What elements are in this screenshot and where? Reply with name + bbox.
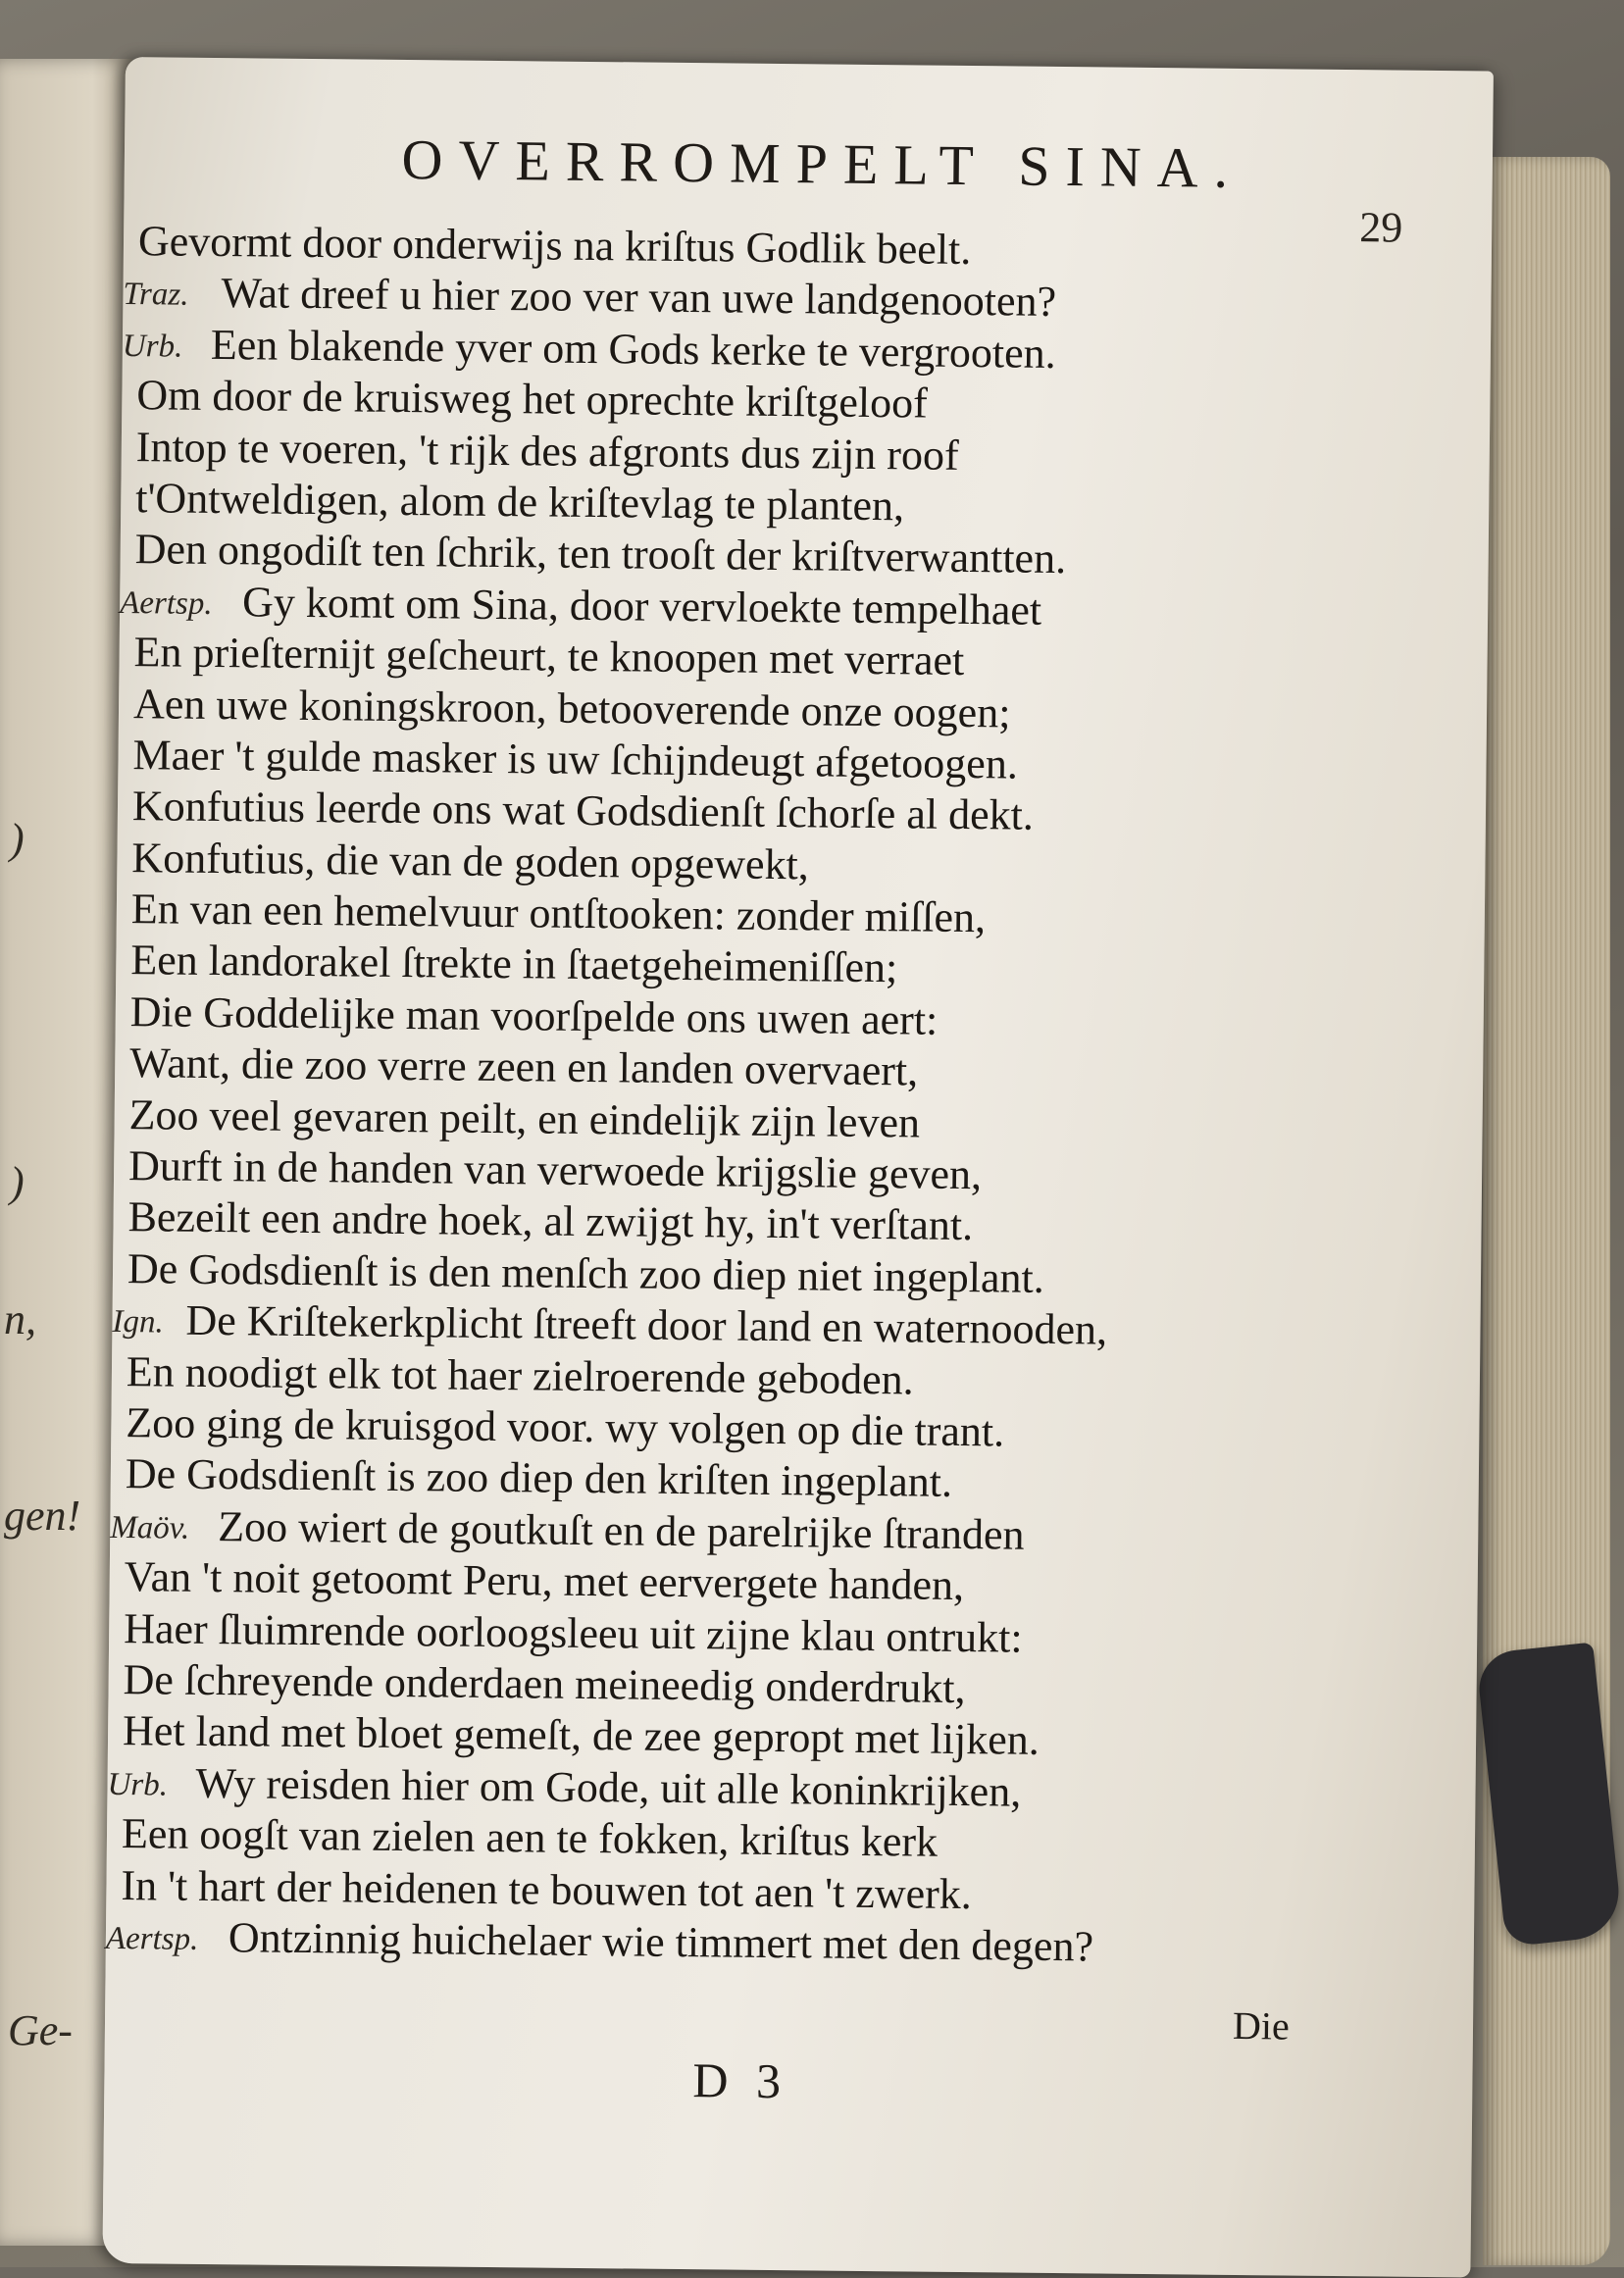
left-page-fragment: Ge- [8, 2006, 73, 2054]
speaker-label: Maöv. [110, 1509, 190, 1546]
verse-text-line: Wat dreef u hier zoo ver van uwe landgenooten? [221, 269, 1057, 327]
verse-text-line: Van 't noit getoomt Peru, met eervergete handen, [124, 1552, 965, 1610]
verse-text [105, 216, 1453, 1976]
verse-text-line: Zoo ging de kruisgod voor. wy volgen op die trant. [126, 1398, 1005, 1456]
verse-text-line: En van een hemelvuur ontſtooken: zonder miſſen, [130, 885, 987, 942]
verse-text-line: t'Ontweldigen, alom de kriſtevlag te planten, [135, 474, 905, 531]
left-page-fragment: gen! [4, 1492, 81, 1540]
verse-text-line: Zoo wiert de goutkuſt en de parelrijke ſtranden [218, 1501, 1025, 1559]
book-page [102, 57, 1493, 2277]
verse-text-line: De Godsdienſt is den menſch zoo diep niet ingeplant. [127, 1243, 1045, 1302]
verse-text-line: Om door de kruisweg het oprechte kriſtgeloof [136, 371, 929, 428]
verse-text-line: Een oogſt van zielen aen te fokken, kriſtus kerk [121, 1809, 939, 1866]
verse-text-line: En noodigt elk tot haer zielroerende geboden. [126, 1346, 914, 1404]
verse-text-line: De Godsdienſt is zoo diep den kriſten ingeplant. [125, 1449, 953, 1507]
page-number: 29 [1358, 203, 1403, 252]
verse-text-line: In 't hart der heidenen te bouwen tot aen 't zwerk. [121, 1860, 973, 1918]
verse-text-line: Ontzinnig huichelaer wie timmert met den degen? [228, 1913, 1094, 1971]
verse-text-line: Wy reisden hier om Gode, uit alle koninkrijken, [195, 1758, 1022, 1816]
running-head: OVERROMPELT SINA. [401, 127, 1244, 200]
verse-text-line: Een landorakel ſtrekte in ſtaetgeheimeniſſen; [130, 936, 898, 992]
verse-text-line: Bezeilt een andre hoek, al zwijgt hy, in't verſtant. [127, 1192, 974, 1250]
verse-text-line: En prieſternijt geſcheurt, te knoopen met verraet [133, 628, 965, 685]
verse-text-line: Konfutius leerde ons wat Godsdienſt ſchorſe al dekt. [131, 782, 1035, 840]
verse-text-line: Want, die zoo verre zeen en landen overvaert, [129, 1038, 919, 1095]
speaker-label: Aertsp. [119, 584, 213, 622]
verse-text-line: De ſchreyende onderdaen meineedig onderdrukt, [123, 1655, 966, 1712]
verse-text-line: Maer 't gulde masker is uw ſchijndeugt afgetoogen. [132, 731, 1019, 788]
verse-text-line: Een blakende yver om Gods kerke te vergrooten. [210, 320, 1056, 378]
verse-text-line: Aen uwe koningskroon, betooverende onze oogen; [132, 679, 1011, 737]
speaker-label: Urb. [107, 1766, 169, 1803]
verse-text-line: De Kriſtekerkplicht ſtreeft door land en waternooden, [185, 1295, 1108, 1354]
left-page-fragment: ) [10, 815, 25, 863]
speaker-label: Urb. [122, 328, 183, 365]
speaker-label: Ign. [112, 1304, 164, 1341]
verse-text-line: Zoo veel gevaren peilt, en eindelijk zijn leven [128, 1089, 921, 1147]
verse-text-line: Den ongodiſt ten ſchrik, ten trooſt der kriſtverwantten. [134, 525, 1067, 583]
catchword: Die [1232, 2002, 1291, 2049]
left-page-fragment: ) [10, 1158, 25, 1206]
verse-text-line: Gevormt door onderwijs na kriſtus Godlik beelt. [137, 217, 972, 275]
verse-text-line: Konfutius, die van de goden opgewekt, [131, 833, 810, 889]
verse-text-line: Haer ſluimrende oorloogsleeu uit zijne klau ontrukt: [123, 1603, 1023, 1662]
verse-text-line: Die Goddelijke man voorſpelde ons uwen aert: [129, 987, 939, 1044]
left-page-fragment: n, [4, 1295, 36, 1343]
verse-text-line: Intop te voeren, 't rijk des afgronts dus zijn roof [135, 422, 959, 480]
verse-text-line: Durft in de handen van verwoede krijgslie geven, [127, 1141, 983, 1199]
page-fore-edge [1483, 157, 1610, 2265]
verse-text-line: Gy komt om Sina, door vervloekte tempelhaet [241, 578, 1042, 634]
speaker-label: Traz. [123, 277, 189, 314]
speaker-label: Aertsp. [105, 1920, 199, 1957]
verse-text-line: Het land met bloet gemeſt, de zee gepropt met lijken. [122, 1706, 1040, 1765]
signature-mark: D 3 [692, 2052, 789, 2109]
